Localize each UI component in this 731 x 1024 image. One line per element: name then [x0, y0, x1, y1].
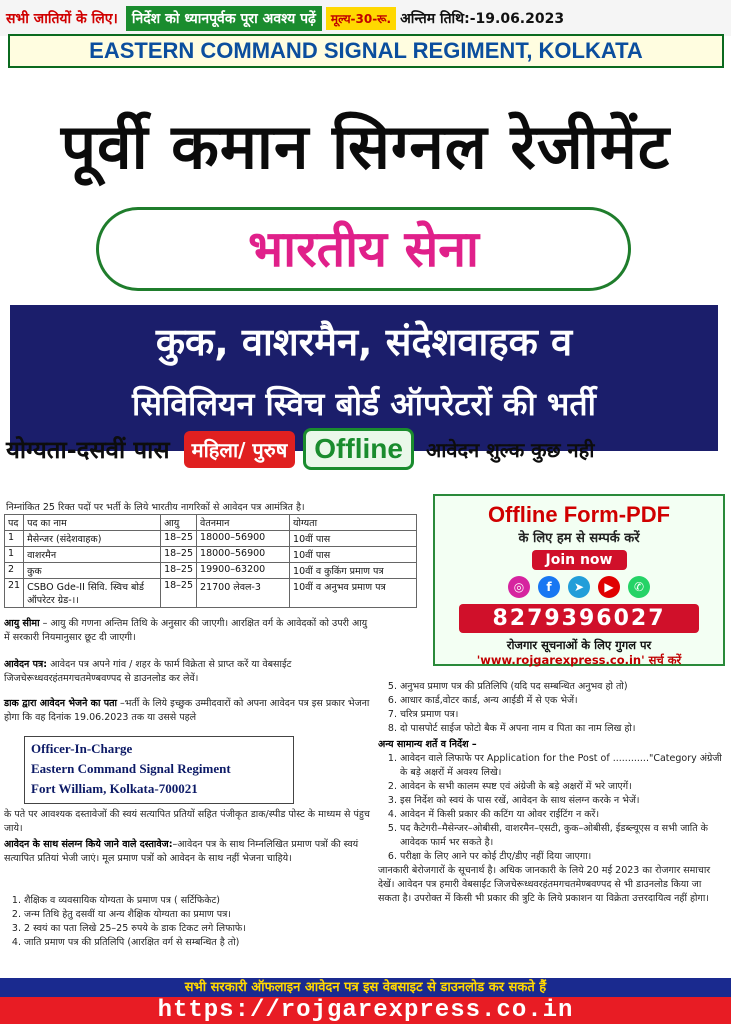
form-text: आवेदन पत्र अपने गांव / शहर के फार्म विक्रेता से प्राप्त करें या वेबसाईट जिजचेरूध्धवरहंतमगचतमेण्बवण्पद से डाउनलोड कर लेवें। — [4, 659, 292, 684]
table-cell: 10वीं व कुकिंग प्रमाण पत्र — [290, 563, 417, 579]
promo-box — [433, 494, 725, 666]
list-item: 4. जाति प्रमाण पत्र की प्रतिलिपि (आरक्षित वर्ग से सम्बन्धित है तो) — [24, 936, 370, 950]
after-address-text: के पते पर आवश्यक दस्तावेजों की स्वयं सत्यापित प्रतियों सहित पंजीकृत डाक/स्पीड पोस्ट के माध्यम से पंहुच जाये। — [4, 809, 370, 834]
form-label: आवेदन पत्र: — [4, 659, 48, 670]
list-item: 1. शैक्षिक व व्यवसायिक योग्यता के प्रमाण पत्र ( सर्टिफिकेट) — [24, 894, 370, 908]
table-header-row — [5, 515, 417, 531]
qualification-row — [0, 424, 731, 474]
list-item: 6. परीक्षा के लिए आने पर कोई टीए/डीए नहीं दिया जाएगा। — [400, 850, 724, 864]
table-header-cell: आयु — [161, 515, 197, 531]
all-castes-label: सभी जातियों के लिए। — [6, 10, 118, 27]
posts-table-wrap — [4, 514, 418, 608]
table-row — [5, 531, 417, 547]
table-cell: 10वीं पास — [290, 531, 417, 547]
table-cell: CSBO Gde-II सिवि. स्विच बोर्ड ऑपरेटर ग्रेड-।। — [24, 579, 161, 608]
list-item: 5. अनुभव प्रमाण पत्र की प्रतिलिपि (यदि पद सम्बन्धित अनुभव हो तो) — [400, 680, 724, 694]
offline-badge: Offline — [303, 428, 414, 470]
table-header-cell: पद का नाम — [24, 515, 161, 531]
officer-line3: Fort William, Kolkata-700021 — [31, 781, 198, 796]
list-item: 2. जन्म तिथि हेतु दसवीं या अन्य शैक्षिक योग्यता का प्रमाण पत्र। — [24, 908, 370, 922]
general-heading: अन्य सामान्य शर्ते व निर्देश – — [378, 739, 477, 750]
form-section — [4, 658, 370, 686]
instruction-label: निर्देश को ध्यानपूर्वक पूरा अवश्य पढ़ें — [126, 6, 322, 31]
fee-label: आवेदन शुल्क कुछ नही — [425, 437, 595, 462]
list-item: 5. पद कैटेगरी–मैसेन्जर–ओबीसी, वाशरमैन–एसटी, कुक–ओबीसी, ईडब्ल्यूएस व सभी जाति के आवेदक फार्म भर सकते है। — [400, 822, 724, 850]
army-label: भारतीय सेना — [96, 207, 631, 291]
list-item: 2. आवेदन के सभी कालम स्पष्ट एवं अंग्रेजी के बड़े अक्षरों में भरे जाएगें। — [400, 780, 724, 794]
join-now-button[interactable]: Join now — [532, 550, 627, 570]
table-cell: 1 — [5, 531, 24, 547]
table-cell: 2 — [5, 563, 24, 579]
table-row — [5, 547, 417, 563]
documents-list-cont — [378, 680, 724, 736]
last-date-label: अन्तिम तिथि:-19.06.2023 — [400, 10, 565, 27]
table-cell: 19900–63200 — [197, 563, 290, 579]
price-badge: मूल्य-30-रू. — [326, 7, 396, 30]
table-cell: कुक — [24, 563, 161, 579]
promo-google-text: रोजगार सूचनाओं के लिए गुगल पर — [506, 638, 652, 652]
whatsapp-icon[interactable]: ✆ — [628, 576, 650, 598]
posts-banner-line1: कुक, वाशरमैन, संदेशवाहक व — [155, 320, 573, 364]
officer-address-box — [24, 736, 294, 804]
docs-text: –आवेदन पत्र के साथ निम्नलिखित प्रमाण पत्रों की स्वयं सत्यापित प्रतियां भेजी जाएं। मूल प्रमाण पत्रों को आवेदन के साथ नहीं भेजना चाहिये। — [4, 839, 359, 864]
posts-table — [4, 514, 417, 608]
telegram-icon[interactable]: ➤ — [568, 576, 590, 598]
phone-number[interactable]: 8279396027 — [459, 604, 699, 633]
docs-list — [4, 894, 370, 950]
table-cell: 18–25 — [161, 547, 197, 563]
general-list — [378, 752, 724, 864]
social-icons — [435, 576, 723, 598]
age-label: आयु सीमा — [4, 618, 40, 629]
list-item: 3. इस निर्देश को स्वयं के पास रखें, आवेदन के साथ संलग्न करके न भेजें। — [400, 794, 724, 808]
hindi-title: पूर्वी कमान सिग्नल रेजीमेंट — [60, 110, 671, 183]
table-cell: 21 — [5, 579, 24, 608]
footer-url-link[interactable]: https://rojgarexpress.co.in — [0, 997, 731, 1024]
age-section — [4, 617, 370, 645]
table-cell: 18000–56900 — [197, 547, 290, 563]
intro-text: निम्नांकित 25 रिक्त पदों पर भर्ती के लिये भारतीय नागरिकों से आवेदन पत्र आमंत्रित है। — [6, 502, 305, 513]
table-header-cell: पद — [5, 515, 24, 531]
table-cell: 21700 लेवल-3 — [197, 579, 290, 608]
list-item: 3. 2 स्वयं का पता लिखे 25–25 रुपये के डाक टिकट लगे लिफाफे। — [24, 922, 370, 936]
officer-line1: Officer-In-Charge — [31, 741, 133, 756]
right-column — [378, 680, 724, 906]
top-info-bar — [0, 0, 731, 36]
table-cell: मैसेन्जर (संदेशवाहक) — [24, 531, 161, 547]
table-header-cell: वेतनमान — [197, 515, 290, 531]
table-cell: वाशरमैन — [24, 547, 161, 563]
qualification-label: योग्यता-दसवीं पास — [6, 435, 170, 464]
table-cell: 10वीं व अनुभव प्रमाण पत्र — [290, 579, 417, 608]
table-cell: 18–25 — [161, 531, 197, 547]
age-text: – आयु की गणना अन्तिम तिथि के अनुसार की जाएगी। आरक्षित वर्ग के आवेदकों को उपरी आयु में सरकारी नियमानुसार छूट दी जाएगी। — [4, 618, 368, 643]
closing-text: जानकारी बेरोजगारों के सूचनार्थ है। अधिक जानकारी के लिये 20 मई 2023 का रोजगार समाचार देखें। आवेदन पत्र हमारी वेबसाईट जिजचेरूध्धवरहंतमगचतमेण्बवण्पद से भी डाउनलोड किया जा सकता है। उपरोक्त में किसी भी प्रकार की त्रुटि के लिये प्रकाशन या विक्रेता उत्तरदायित्व नहीं होगा। — [378, 865, 711, 904]
posts-banner-line2: सिविलियन स्विच बोर्ड ऑपरेटरों की भर्ती — [132, 385, 596, 423]
footer-note: सभी सरकारी ऑफलाइन आवेदन पत्र इस वेबसाइट से डाउनलोड कर सकते हैं — [0, 978, 731, 997]
facebook-icon[interactable]: f — [538, 576, 560, 598]
list-item: 8. दो पासपोर्ट साईज फोटो बैक में अपना नाम व पिता का नाम लिख हो। — [400, 722, 724, 736]
promo-title: Offline Form-PDF — [487, 502, 671, 527]
list-item: 7. चरित्र प्रमाण पत्र। — [400, 708, 724, 722]
english-title: EASTERN COMMAND SIGNAL REGIMENT, KOLKATA — [8, 34, 724, 68]
table-cell: 18–25 — [161, 579, 197, 608]
table-row — [5, 563, 417, 579]
youtube-icon[interactable]: ▶ — [598, 576, 620, 598]
table-cell: 10वीं पास — [290, 547, 417, 563]
table-cell: 18000–56900 — [197, 531, 290, 547]
promo-contact: के लिए हम से सम्पर्क करें — [518, 531, 640, 546]
table-cell: 1 — [5, 547, 24, 563]
promo-site-text[interactable]: 'www.rojgarexpress.co.in' सर्च करें — [476, 653, 682, 667]
docs-section — [4, 838, 370, 866]
list-item: 6. आधार कार्ड,वोटर कार्ड, अन्य आईडी में से एक भेजें। — [400, 694, 724, 708]
address-label: डाक द्वारा आवेदन भेजने का पता — [4, 698, 117, 709]
list-item: 1. आवेदन वाले लिफाफे पर Application for the Post of ............"Category अंग्रेजी के बड़े अक्षरों में अवश्य लिखे। — [400, 752, 724, 780]
gender-badge: महिला/ पुरुष — [184, 431, 296, 468]
list-item: 4. आवेदन में किसी प्रकार की कटिंग या ओवर राईटिंग न करें। — [400, 808, 724, 822]
table-cell: 18–25 — [161, 563, 197, 579]
address-text: –भर्ती के लिये इच्छुक उम्मीदवारों को अपना आवेदन पत्र इस प्रकार भेजना होगा कि वह दिनांक 19.06.2023 तक या उससे पहले — [4, 698, 370, 723]
officer-line2: Eastern Command Signal Regiment — [31, 761, 231, 776]
instagram-icon[interactable]: ◎ — [508, 576, 530, 598]
address-section — [4, 697, 370, 725]
table-row — [5, 579, 417, 608]
docs-label: आवेदन के साथ संलग्न किये जाने वाले दस्तावेज: — [4, 839, 173, 850]
table-header-cell: योग्यता — [290, 515, 417, 531]
